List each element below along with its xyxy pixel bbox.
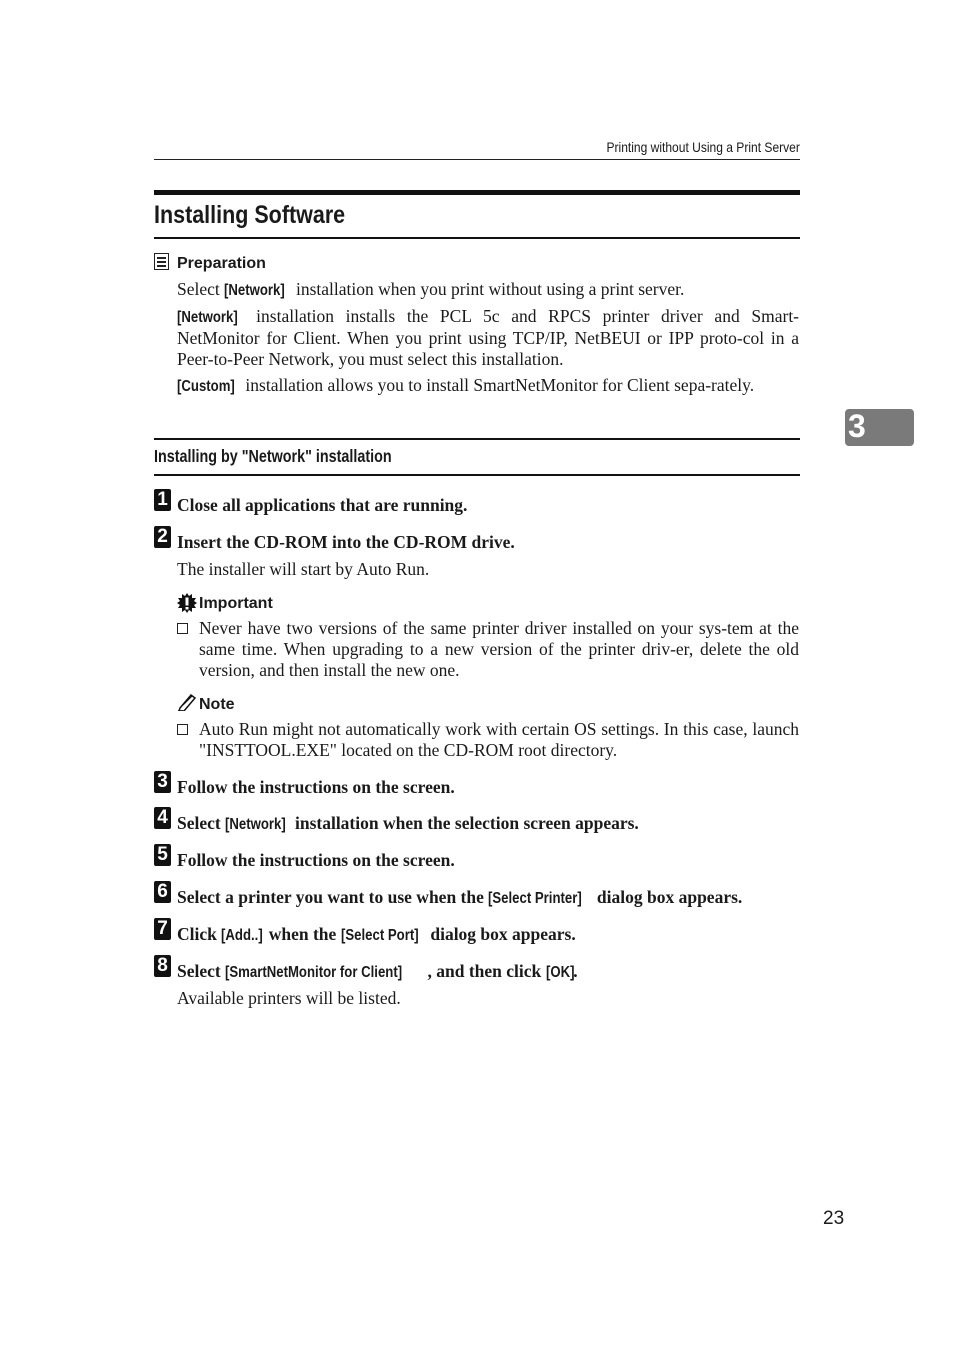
step-text: Select a printer you want to use when the [Select Printer] dialog box appears.: [177, 887, 743, 907]
step-text: Follow the instructions on the screen.: [177, 777, 455, 797]
checkbox-icon: [177, 724, 188, 735]
network-keyword: [Network]: [224, 282, 285, 299]
subsection-bottom-rule: [154, 474, 800, 476]
pencil-icon: [177, 693, 197, 711]
section-title: Installing Software: [154, 201, 346, 229]
step-text: Follow the instructions on the screen.: [177, 850, 455, 870]
page-number: 23: [823, 1208, 845, 1229]
preparation-paragraph-3: [Custom] installation allows you to install SmartNetMonitor for Client sepa-rately.: [177, 375, 755, 395]
step-number: 7: [154, 918, 171, 940]
step-number: 1: [154, 489, 171, 511]
checkbox-icon: [177, 623, 188, 634]
network-keyword: [Network]: [177, 309, 238, 326]
custom-keyword: [Custom]: [177, 378, 235, 395]
step-number: 8: [154, 955, 171, 977]
add-keyword: [Add..]: [221, 927, 263, 944]
step-text: Close all applications that are running.: [177, 495, 468, 515]
section-bottom-rule: [154, 237, 800, 239]
preparation-title: Preparation: [177, 255, 266, 272]
step-number: 3: [154, 771, 171, 793]
step-text: Select [Network] installation when the selection screen appears.: [177, 813, 639, 833]
preparation-paragraph-2: [Network] installation installs the PCL 5c and RPCS printer driver and Smart-NetMonitor for Client. When you print using TCP/IP, NetBEUI or IPP proto-col in a Peer-to-Peer Network, you must select this installation.: [177, 306, 800, 369]
step-number: 2: [154, 526, 171, 548]
step-detail: The installer will start by Auto Run.: [177, 559, 430, 579]
preparation-icon: [154, 253, 169, 270]
note-item: Auto Run might not automatically work with certain OS settings. In this case, launch "INSTTOOL.EXE" located on the CD-ROM root directory.: [199, 719, 799, 760]
subsection-title: Installing by "Network" installation: [154, 446, 392, 466]
section-top-rule: [154, 190, 800, 195]
chapter-tab: [845, 409, 914, 446]
network-keyword: [Network]: [225, 816, 286, 833]
step-number: 5: [154, 844, 171, 866]
step-text: Click [Add..] when the [Select Port] dialog box appears.: [177, 924, 576, 944]
smartnetmonitor-keyword: [SmartNetMonitor for Client]: [225, 964, 403, 981]
running-header: Printing without Using a Print Server: [606, 139, 800, 155]
step-text: Select [SmartNetMonitor for Client] , and then click [OK].: [177, 961, 578, 981]
select-port-keyword: [Select Port]: [340, 927, 419, 944]
step-number: 4: [154, 807, 171, 829]
step-number: 6: [154, 881, 171, 903]
preparation-paragraph-1: Select [Network] installation when you print without using a print server.: [177, 279, 685, 299]
subsection-top-rule: [154, 438, 800, 440]
important-title: Important: [199, 595, 273, 612]
header-rule: [154, 159, 800, 160]
step-text: Insert the CD-ROM into the CD-ROM drive.: [177, 532, 515, 552]
select-printer-keyword: [Select Printer]: [488, 890, 582, 907]
chapter-number: 3: [848, 408, 866, 444]
important-item: Never have two versions of the same printer driver installed on your sys-tem at the same time. When upgrading to a new version of the printer driv-er, delete the old version, and then install the new one.: [199, 618, 799, 680]
ok-keyword: [OK]: [545, 964, 575, 981]
step-detail: Available printers will be listed.: [177, 988, 401, 1008]
important-icon: [177, 593, 197, 613]
note-title: Note: [199, 696, 235, 713]
